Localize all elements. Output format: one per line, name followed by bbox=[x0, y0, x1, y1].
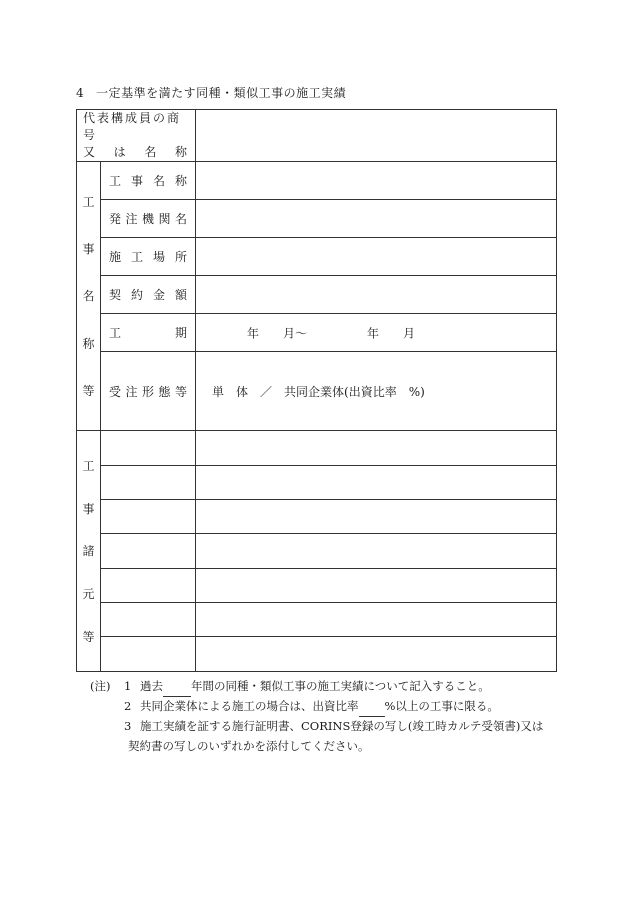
contract-form-row bbox=[77, 352, 557, 431]
spec-row bbox=[77, 534, 557, 569]
section-number: 4 bbox=[76, 86, 85, 100]
performance-table bbox=[76, 109, 557, 672]
period-row bbox=[77, 314, 557, 352]
spec-value-cell[interactable] bbox=[196, 500, 557, 534]
spec-row bbox=[77, 637, 557, 672]
amount-label: 契 約 金 額 bbox=[101, 276, 196, 314]
spec-row bbox=[77, 569, 557, 603]
section-heading bbox=[76, 84, 346, 101]
contract-form-label: 受 注 形 態 等 bbox=[101, 352, 196, 431]
spec-item-cell[interactable] bbox=[101, 637, 196, 672]
spec-value-cell[interactable] bbox=[196, 569, 557, 603]
representative-value[interactable] bbox=[196, 110, 557, 162]
place-value[interactable] bbox=[196, 238, 557, 276]
place-row bbox=[77, 238, 557, 276]
client-row bbox=[77, 200, 557, 238]
ratio-blank[interactable] bbox=[359, 696, 385, 717]
spec-item-cell[interactable] bbox=[101, 569, 196, 603]
work-name-row bbox=[77, 162, 557, 200]
spec-row bbox=[77, 431, 557, 466]
spec-value-cell[interactable] bbox=[196, 466, 557, 500]
spec-item-cell[interactable] bbox=[101, 466, 196, 500]
client-label: 発 注 機 関 名 bbox=[101, 200, 196, 238]
representative-row bbox=[77, 110, 557, 162]
work-name-label: 工 事 名 称 bbox=[101, 162, 196, 200]
section-title: 一定基準を満たす同種・類似工事の施工実績 bbox=[96, 86, 347, 100]
spec-row bbox=[77, 500, 557, 534]
work-spec-vertical-label: 工 事 諸 元 等 bbox=[77, 431, 101, 672]
start-year: 年 bbox=[247, 326, 260, 340]
representative-label: 代表構成員の商号 又 は 名 称 bbox=[77, 110, 196, 162]
spec-value-cell[interactable] bbox=[196, 431, 557, 466]
notes-tag: (注) bbox=[90, 679, 111, 693]
spec-value-cell[interactable] bbox=[196, 603, 557, 637]
period-label: 工 期 bbox=[101, 314, 196, 352]
start-month: 月～ bbox=[283, 326, 308, 340]
work-name-value[interactable] bbox=[196, 162, 557, 200]
single-option: 単 体 bbox=[212, 384, 249, 399]
option-separator: ／ bbox=[260, 384, 273, 399]
end-year: 年 bbox=[367, 326, 380, 340]
client-value[interactable] bbox=[196, 200, 557, 238]
place-label: 施 工 場 所 bbox=[101, 238, 196, 276]
period-value[interactable] bbox=[196, 314, 557, 352]
spec-value-cell[interactable] bbox=[196, 534, 557, 569]
spec-row bbox=[77, 466, 557, 500]
spec-item-cell[interactable] bbox=[101, 500, 196, 534]
spec-item-cell[interactable] bbox=[101, 603, 196, 637]
contract-form-value[interactable] bbox=[196, 352, 557, 431]
spec-item-cell[interactable] bbox=[101, 431, 196, 466]
joint-venture-option: 共同企業体(出資比率 %) bbox=[284, 384, 425, 399]
spec-row bbox=[77, 603, 557, 637]
amount-row bbox=[77, 276, 557, 314]
note-continuation: 契約書の写しのいずれかを添付してください。 bbox=[128, 739, 370, 753]
amount-value[interactable] bbox=[196, 276, 557, 314]
spec-value-cell[interactable] bbox=[196, 637, 557, 672]
end-month: 月 bbox=[403, 326, 416, 340]
spec-item-cell[interactable] bbox=[101, 534, 196, 569]
work-info-vertical-label: 工 事 名 称 等 bbox=[77, 162, 101, 431]
years-blank[interactable] bbox=[163, 676, 191, 697]
